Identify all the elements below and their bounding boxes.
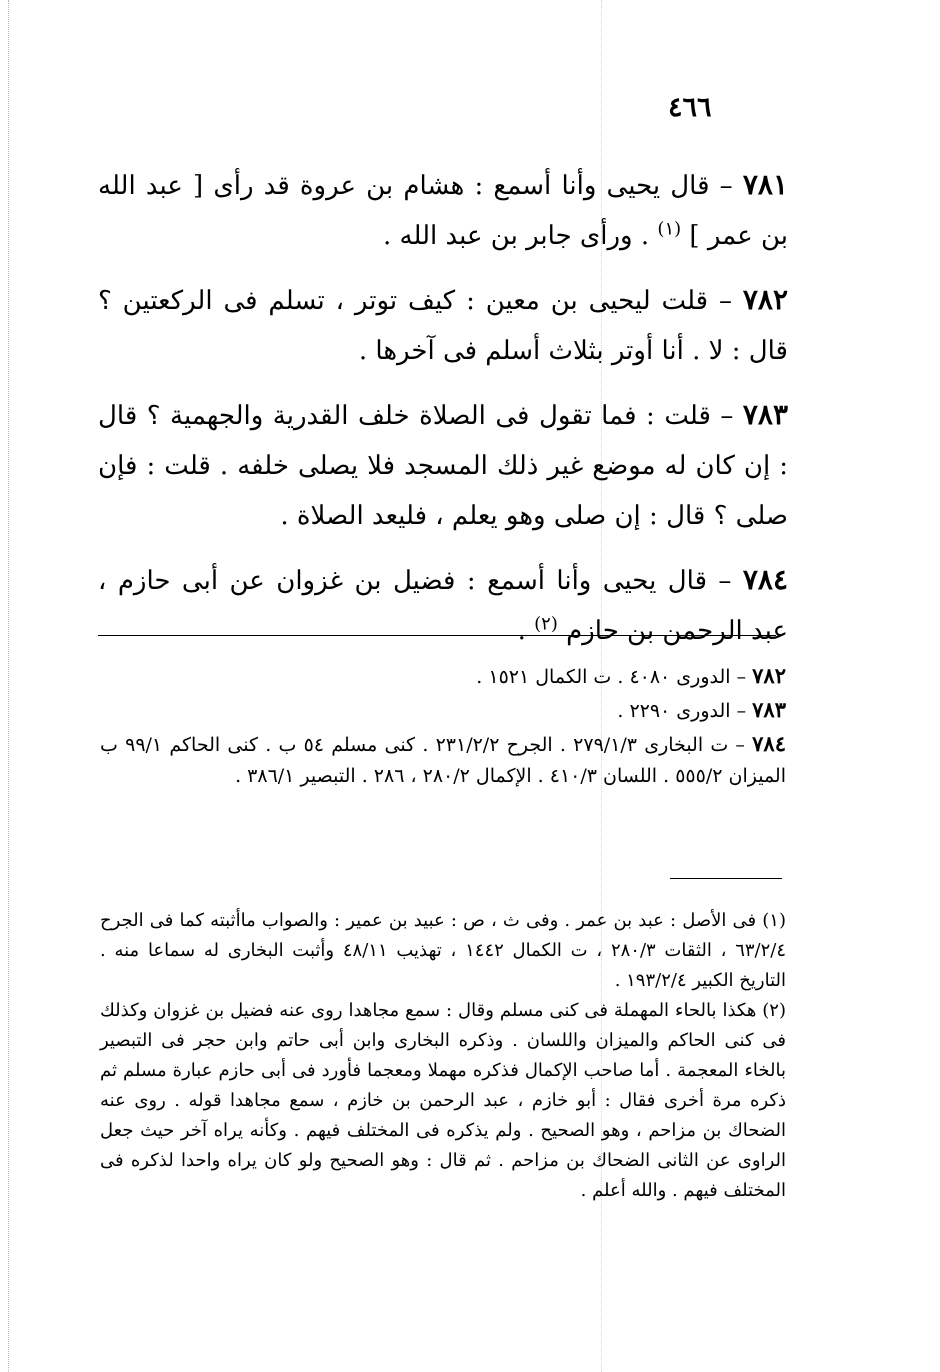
entry-783: [98, 390, 788, 541]
entry-784: [98, 555, 788, 656]
footnote-divider: [670, 878, 782, 879]
entry-number: ٧٨٤: [742, 563, 788, 596]
footnote-1: (١) فى الأصل : عبد بن عمر . وفى ث ، ص : عبيد بن عمير : والصواب ماأثبته كما فى الجرح ٦٣/٢/٤ ، الثقات ٢٨٠/٣ ، ت الكمال ١٤٤٢ ، تهذيب ٤٨/١١ وأثبت البخارى له سماعا منه . التاريخ الكبير ١٩٣/٢/٤ .: [100, 910, 786, 991]
page-number: ٤٦٦: [668, 92, 712, 123]
entry-text: – قال يحيى وأنا أسمع : هشام بن عروة قد رأى [ عبد الله بن عمر ]: [98, 171, 788, 251]
entry-text: – قلت ليحيى بن معين : كيف توتر ، تسلم فى الركعتين ؟ قال : لا . أنا أوتر بثلاث أسلم فى آخرها .: [98, 286, 788, 366]
reference-784: [100, 728, 786, 792]
footnote-marker: (٢): [534, 613, 558, 635]
entry-number: ٧٨٣: [742, 398, 788, 431]
footnote-marker: (١): [657, 218, 682, 240]
entry-text: . ورأى جابر بن عبد الله .: [383, 221, 658, 251]
reference-text: – ت البخارى ٢٧٩/١/٣ . الجرح ٢٣١/٢/٢ . كنى مسلم ٥٤ ب . كنى الحاكم ٩٩/١ ب الميزان ٥٥٥/٢ . اللسان ٤١٠/٣ . الإكمال ٢٨٠/٢ ، ٢٨٦ . التبصير ٣٨٦/١ .: [100, 734, 786, 787]
reference-number: ٧٨٣: [752, 697, 786, 722]
main-text: [98, 160, 788, 670]
footnote-2: (٢) هكذا بالحاء المهملة فى كنى مسلم وقال : سمع مجاهدا روى عنه فضيل بن غزوان وكذلك فى كنى الحاكم والميزان واللسان . وذكره البخارى وابن أبى حاتم وابن حجر فى التبصير بالخاء المعجمة . أما صاحب الإكمال فذكره مهملا ومعجما فأورد فى أبى حازم عبارة مسلم ثم ذكره مرة أخرى فقال : أبو خازم ، عبد الرحمن بن خازم ، سمع مجاهدا قوله . روى عنه الضحاك بن مزاحم ، وهو الصحيح . ولم يذكره فى المختلف فيهم . وكأنه يراه آخر حيث جعل الراوى عن الثانى الضحاك بن مزاحم . ثم قال : وهو الصحيح ولو كان يراه واحدا لذكره فى المختلف فيهم . والله أعلم .: [100, 1000, 786, 1201]
entry-781: [98, 160, 788, 261]
reference-783: [100, 694, 786, 727]
entry-text: – قلت : فما تقول فى الصلاة خلف القدرية والجهمية ؟ قال : إن كان له موضع غير ذلك المسجد فلا يصلى خلفه . قلت : فإن صلى ؟ قال : إن صلى وهو يعلم ، فليعد الصلاة .: [98, 401, 788, 531]
scan-edge-line: [8, 0, 9, 1372]
reference-text: – الدورى ٢٢٩٠ .: [617, 700, 753, 722]
entry-782: [98, 275, 788, 376]
entry-text: – قال يحيى وأنا أسمع : فضيل بن غزوان عن أبى حازم ، عبد الرحمن بن حازم: [98, 566, 788, 646]
reference-782: [100, 660, 786, 693]
references-section: [100, 660, 786, 793]
entry-text: .: [517, 616, 535, 646]
main-divider: [98, 635, 776, 636]
entry-number: ٧٨١: [742, 168, 788, 201]
reference-number: ٧٨٢: [752, 663, 786, 688]
reference-number: ٧٨٤: [752, 731, 786, 756]
footnotes-section: [100, 906, 786, 1206]
entry-number: ٧٨٢: [742, 283, 788, 316]
reference-text: – الدورى ٤٠٨٠ . ت الكمال ١٥٢١ .: [476, 666, 753, 688]
